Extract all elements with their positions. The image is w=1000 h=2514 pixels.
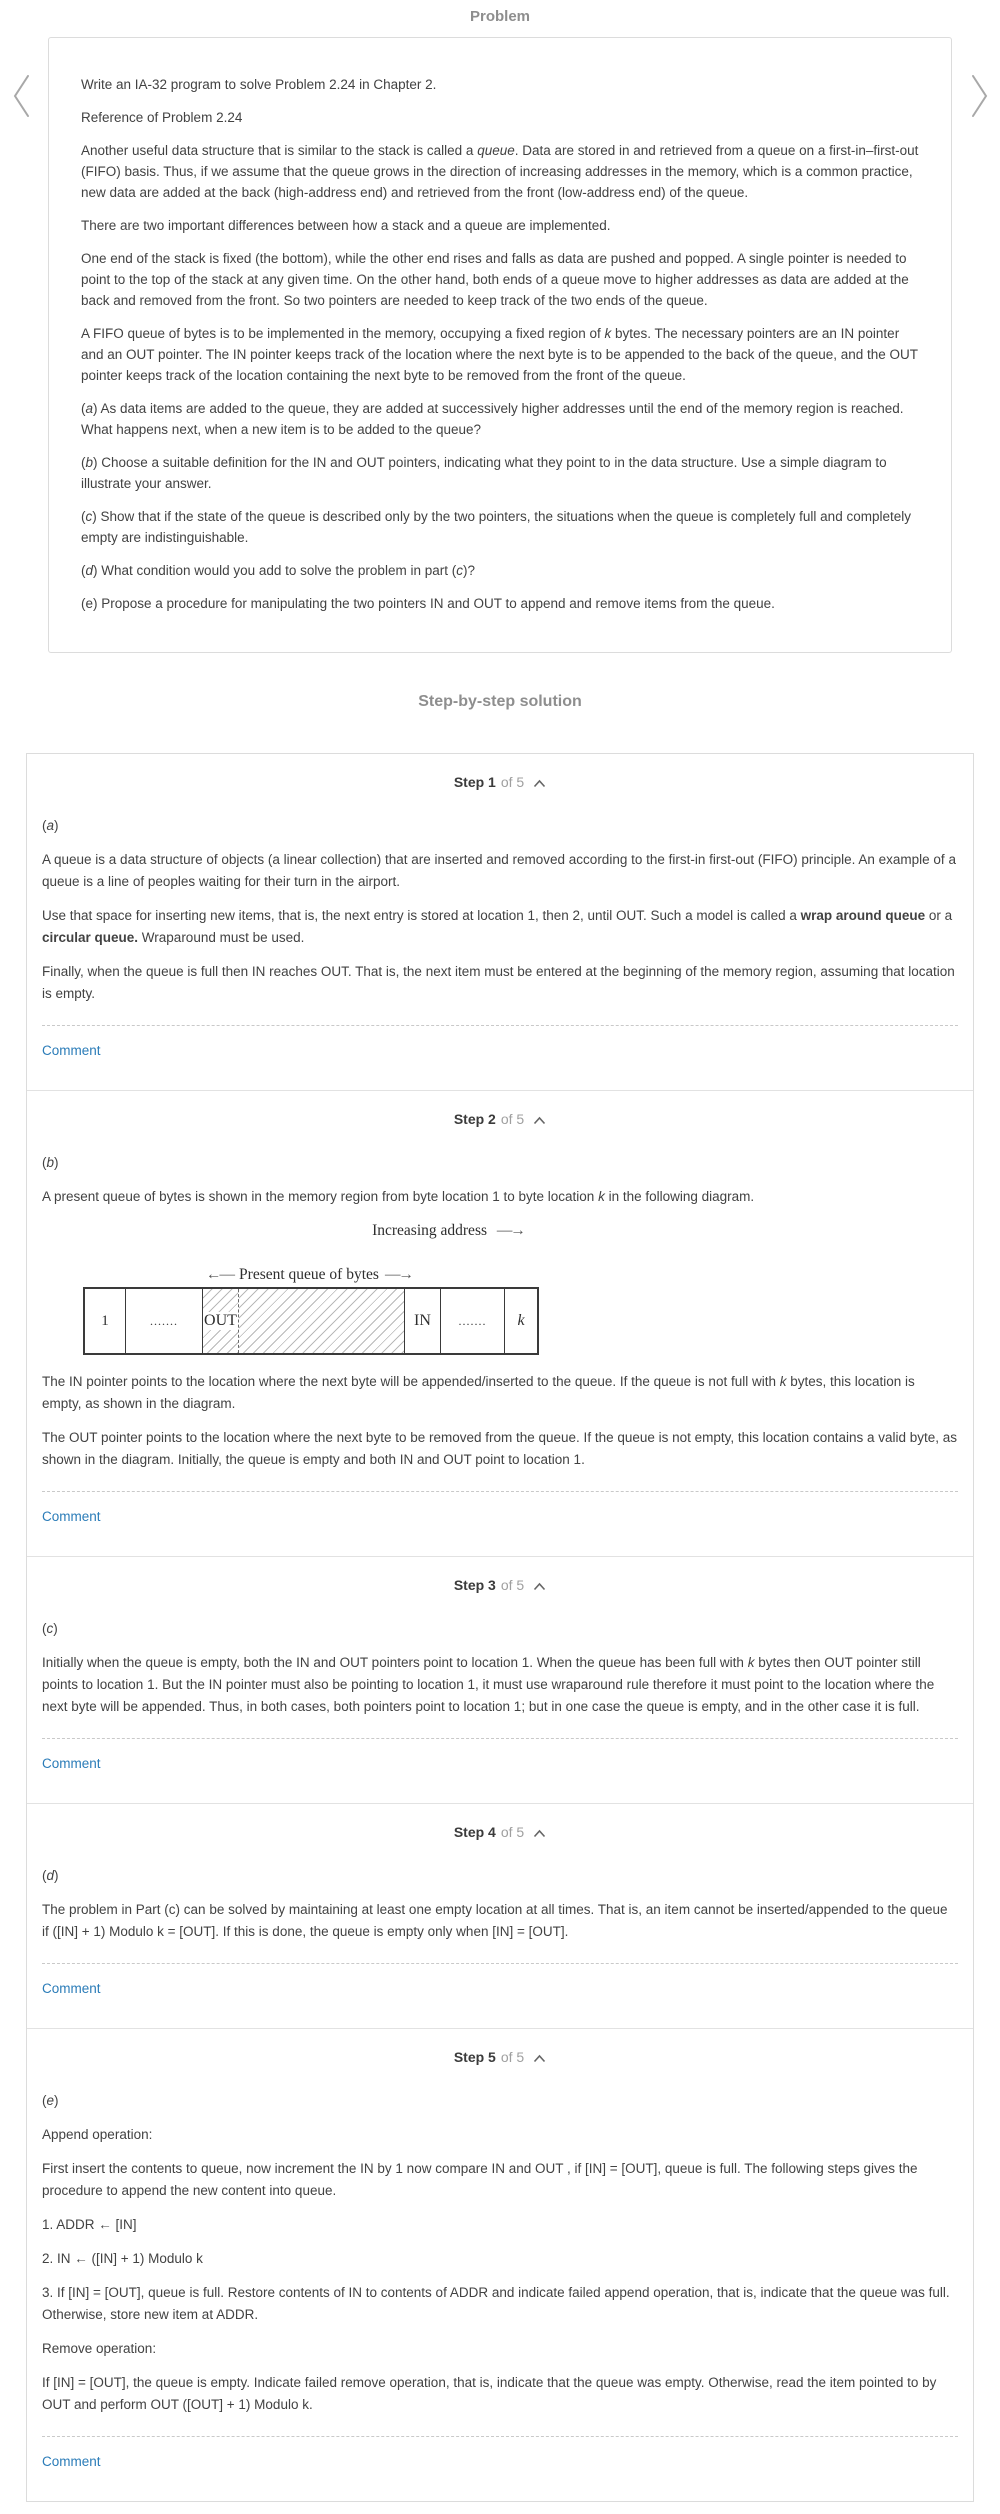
comment-link[interactable]: Comment	[42, 1981, 101, 1996]
step-paragraph: The problem in Part (c) can be solved by maintaining at least one empty location at all times. That is, an item cannot be inserted/appended to the queue if ([IN] + 1) Modulo k = [OUT]. If this is done, the queue is empty only when [IN] = [OUT].	[42, 1902, 948, 1939]
step-section-5	[27, 2028, 973, 2501]
problem-paragraph: A FIFO queue of bytes is to be implemented in the memory, occupying a fixed region of k bytes. The necessary pointers are an IN pointer and an OUT pointer. The IN pointer keeps track of the location where the next byte is to be appended to the back of the queue, and the OUT pointer keeps track of the location containing the next byte to be removed from the front of the queue.	[81, 326, 918, 383]
queue-memory-table	[83, 1287, 539, 1355]
step-paragraph: If [IN] = [OUT], the queue is empty. Indicate failed remove operation, that is, indicate that the queue was empty. Otherwise, read the item pointed to by OUT and perform OUT ([OUT] + 1) Modulo k.	[42, 2375, 937, 2412]
step-label: Step 4	[453, 1824, 496, 1840]
step-section-1	[27, 754, 973, 1090]
step-header	[42, 2043, 958, 2090]
queue-cell	[440, 1289, 504, 1353]
step-body	[42, 1618, 958, 1718]
step-body	[42, 2090, 958, 2416]
queue-cell-text: IN	[414, 1312, 431, 1329]
step-of-label: of 5	[500, 1824, 525, 1840]
comment-separator	[42, 1025, 958, 1026]
problem-paragraph: One end of the stack is fixed (the bottom), while the other end rises and falls as data are pushed and popped. A single pointer is needed to point to the top of the stack at any given time. On the other hand, both ends of a queue move to higher addresses as data are added at the back and removed from the front. So two pointers are needed to keep track of the two ends of the queue.	[81, 251, 909, 308]
chevron-up-icon	[533, 1826, 546, 1841]
comment-link[interactable]: Comment	[42, 1043, 101, 1058]
step-paragraph: 3. If [IN] = [OUT], queue is full. Restore contents of IN to contents of ADDR and indicate failed append operation, that is, indicate that the queue was full. Otherwise, store new item at ADDR.	[42, 2285, 950, 2322]
comment-link[interactable]: Comment	[42, 1756, 101, 1771]
comment-link[interactable]: Comment	[42, 2454, 101, 2469]
step-paragraph: (b)	[42, 1155, 59, 1170]
problem-section	[0, 37, 1000, 653]
step-paragraph: The IN pointer points to the location where the next byte will be appended/inserted to the queue. If the queue is not full with k bytes, this location is empty, as shown in the diagram.	[42, 1374, 915, 1411]
collapse-step-button[interactable]	[533, 2051, 546, 2066]
chevron-up-icon	[533, 2051, 546, 2066]
queue-cell-text: k	[517, 1312, 525, 1329]
step-label: Step 3	[453, 1577, 496, 1593]
queue-cell	[404, 1289, 440, 1353]
problem-paragraph: Write an IA-32 program to solve Problem 2.24 in Chapter 2.	[81, 77, 437, 92]
step-paragraph: A queue is a data structure of objects (a linear collection) that are inserted and removed according to the first-in first-out (FIFO) principle. An example of a queue is a line of peoples waiting for their turn in the airport.	[42, 852, 956, 889]
solution-heading: Step-by-step solution	[418, 693, 582, 710]
step-header	[42, 1818, 958, 1865]
step-of-label: of 5	[500, 1577, 525, 1593]
step-paragraph: Remove operation:	[42, 2341, 157, 2356]
increasing-address-label: Increasing address —→	[372, 1222, 524, 1239]
chevron-right-icon	[968, 107, 990, 122]
step-paragraph: (a)	[42, 818, 59, 833]
next-problem-button[interactable]	[966, 73, 992, 121]
step-body	[42, 1865, 958, 1943]
comment-link[interactable]: Comment	[42, 1509, 101, 1524]
problem-paragraph: (e) Propose a procedure for manipulating the two pointers IN and OUT to append and remove items from the queue.	[81, 596, 775, 611]
steps-container	[26, 753, 974, 2502]
collapse-step-button[interactable]	[533, 1579, 546, 1594]
queue-cell-text: 1	[101, 1312, 109, 1329]
queue-cell	[85, 1289, 125, 1353]
step-section-2	[27, 1090, 973, 1556]
queue-cell	[504, 1289, 537, 1353]
queue-cell-text: .......	[458, 1313, 487, 1328]
problem-paragraphs	[81, 74, 919, 614]
step-paragraph: A present queue of bytes is shown in the memory region from byte location 1 to byte location k in the following diagram.	[42, 1189, 755, 1204]
step-paragraph: First insert the contents to queue, now increment the IN by 1 now compare IN and OUT , if [IN] = [OUT], queue is full. The following steps gives the procedure to append the new content into queue.	[42, 2161, 918, 2198]
step-paragraph: Finally, when the queue is full then IN reaches OUT. That is, the next item must be entered at the beginning of the memory region, assuming that location is empty.	[42, 964, 955, 1001]
step-paragraph: (d)	[42, 1868, 59, 1883]
step-paragraph: (c)	[42, 1621, 58, 1636]
step-paragraph: 2. IN ← ([IN] + 1) Modulo k	[42, 2251, 203, 2266]
problem-card	[48, 37, 952, 653]
step-body	[42, 815, 958, 1005]
step-paragraph: Initially when the queue is empty, both the IN and OUT pointers point to location 1. When the queue has been full with k bytes then OUT pointer still points to location 1. But the IN pointer must also be pointing to location 1, it must use wraparound rule therefore it must point to the location where the next byte will be appended. Thus, in both cases, both pointers point to location 1; but in one case the queue is empty, and in the other case it is full.	[42, 1655, 935, 1714]
queue-diagram	[42, 1222, 958, 1355]
problem-heading: Problem	[469, 8, 530, 25]
chevron-up-icon	[533, 776, 546, 791]
collapse-step-button[interactable]	[533, 1113, 546, 1128]
step-label: Step 2	[453, 1111, 496, 1127]
step-paragraph: 1. ADDR ← [IN]	[42, 2217, 137, 2232]
step-label: Step 1	[453, 774, 496, 790]
step-paragraph: (e)	[42, 2093, 59, 2108]
previous-problem-button[interactable]	[8, 73, 34, 121]
chevron-left-icon	[10, 107, 32, 122]
queue-cell-text: OUT	[204, 1312, 237, 1329]
step-header	[42, 1571, 958, 1618]
chevron-up-icon	[533, 1113, 546, 1128]
problem-paragraph: (c) Show that if the state of the queue is described only by the two pointers, the situations when the queue is completely full and completely empty are indistinguishable.	[81, 509, 911, 545]
collapse-step-button[interactable]	[533, 1826, 546, 1841]
step-body	[42, 1152, 958, 1471]
chevron-up-icon	[533, 1579, 546, 1594]
problem-paragraph: Reference of Problem 2.24	[81, 110, 243, 125]
collapse-step-button[interactable]	[533, 776, 546, 791]
step-paragraph: Append operation:	[42, 2127, 153, 2142]
right-arrow-icon: —→	[384, 1266, 412, 1283]
problem-paragraph: (d) What condition would you add to solve the problem in part (c)?	[81, 563, 475, 578]
problem-paragraph: (a) As data items are added to the queue, they are added at successively higher addresses until the end of the memory region is reached. What happens next, when a new item is to be added to the queue?	[81, 401, 904, 437]
step-header	[42, 1105, 958, 1152]
step-of-label: of 5	[500, 774, 525, 790]
step-section-4	[27, 1803, 973, 2028]
queue-cell	[125, 1289, 202, 1353]
queue-cell-text: .......	[150, 1313, 178, 1328]
queue-cell	[238, 1289, 404, 1353]
step-of-label: of 5	[500, 1111, 525, 1127]
step-of-label: of 5	[500, 2049, 525, 2065]
comment-separator	[42, 1963, 958, 1964]
step-header	[42, 768, 958, 815]
problem-paragraph: There are two important differences between how a stack and a queue are implemented.	[81, 218, 611, 233]
comment-separator	[42, 2436, 958, 2437]
step-section-3	[27, 1556, 973, 1803]
problem-paragraph: Another useful data structure that is similar to the stack is called a queue. Data are stored in and retrieved from a queue on a first-in–first-out (FIFO) basis. Thus, if we assume that the queue grows in the direction of increasing addresses in the memory, which is a common practice, new data are added at the back (high-address end) and retrieved from the front (low-address end) of the queue.	[81, 143, 919, 200]
left-arrow-icon: ←—	[206, 1266, 234, 1283]
right-arrow-icon: —→	[496, 1222, 524, 1239]
step-paragraph: The OUT pointer points to the location where the next byte to be removed from the queue. If the queue is not empty, this location contains a valid byte, as shown in the diagram. Initially, the queue is empty and both IN and OUT point to location 1.	[42, 1430, 958, 1467]
step-paragraph: Use that space for inserting new items, that is, the next entry is stored at location 1, then 2, until OUT. Such a model is called a wrap around queue or a circular queue. Wraparound must be used.	[42, 908, 953, 945]
problem-paragraph: (b) Choose a suitable definition for the IN and OUT pointers, indicating what they point to in the data structure. Use a simple diagram to illustrate your answer.	[81, 455, 887, 491]
comment-separator	[42, 1738, 958, 1739]
comment-separator	[42, 1491, 958, 1492]
queue-cell	[202, 1289, 238, 1353]
step-label: Step 5	[453, 2049, 496, 2065]
present-queue-label: ←— Present queue of bytes —→	[206, 1266, 412, 1283]
